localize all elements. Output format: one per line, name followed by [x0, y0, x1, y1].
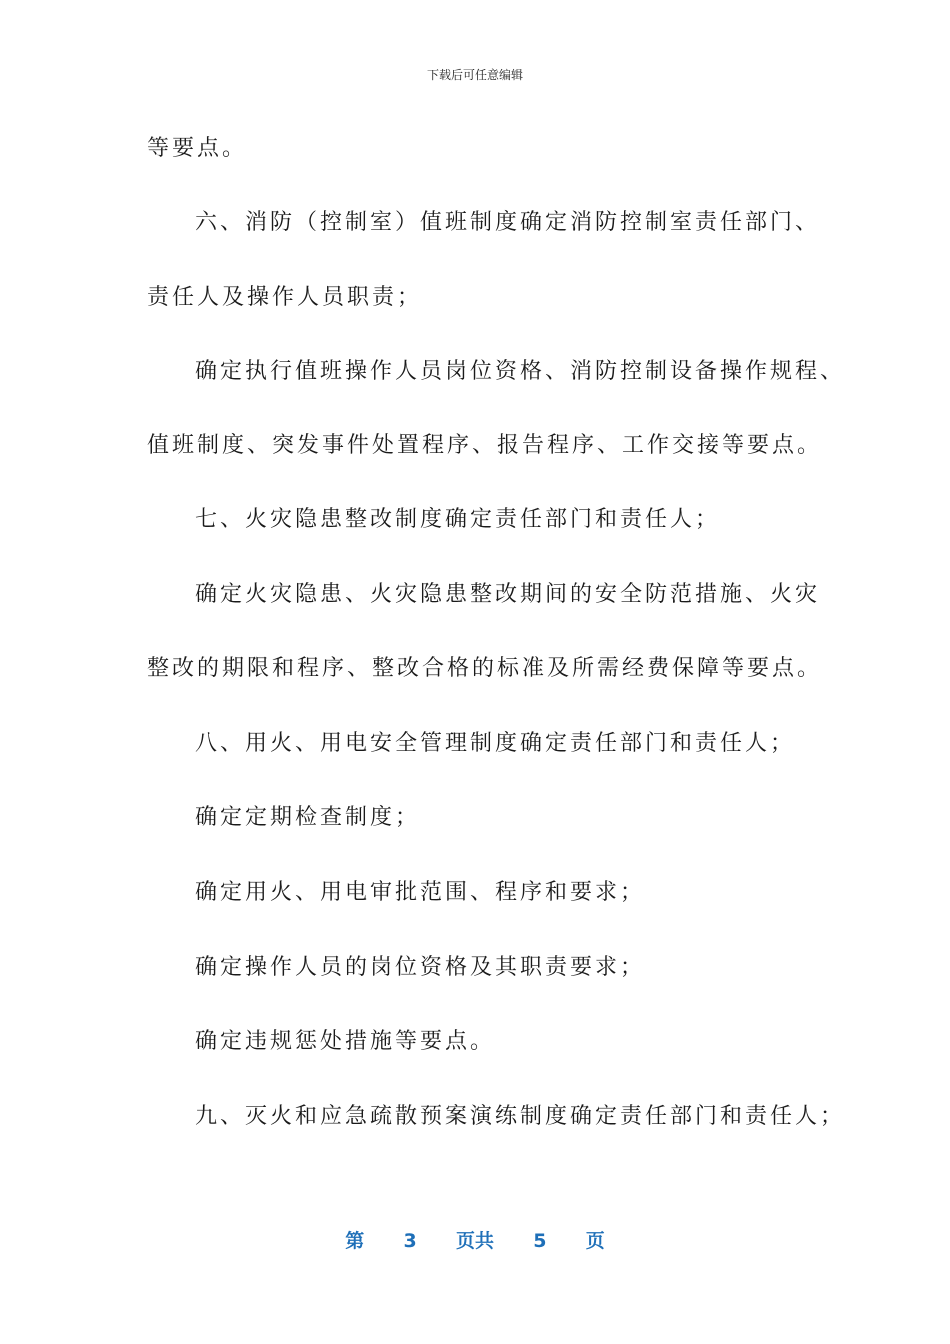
page-footer [0, 1226, 950, 1253]
paragraph-line: 值班制度、突发事件处置程序、报告程序、工作交接等要点。 [147, 433, 823, 458]
page-label: 第 [345, 1230, 365, 1252]
paragraph-line: 责任人及操作人员职责； [147, 285, 423, 310]
paragraph-line: 八、用火、用电安全管理制度确定责任部门和责任人； [195, 731, 796, 756]
paragraph-line: 整改的期限和程序、整改合格的标准及所需经费保障等要点。 [147, 656, 823, 681]
current-page-number: 3 [403, 1230, 417, 1252]
paragraph-line: 确定执行值班操作人员岗位资格、消防控制设备操作规程、 [195, 359, 846, 384]
paragraph-line: 九、灭火和应急疏散预案演练制度确定责任部门和责任人； [195, 1104, 846, 1129]
page-header: 下载后可任意编辑 [426, 68, 523, 82]
paragraph-line: 六、消防（控制室）值班制度确定消防控制室责任部门、 [195, 210, 821, 235]
paragraph-line: 确定定期检查制度； [195, 805, 421, 830]
paragraph-line: 确定违规惩处措施等要点。 [195, 1029, 496, 1054]
paragraph-line: 确定操作人员的岗位资格及其职责要求； [195, 955, 646, 980]
total-pages-number: 5 [533, 1230, 547, 1252]
paragraph-line: 确定火灾隐患、火灾隐患整改期间的安全防范措施、火灾 [195, 582, 821, 607]
paragraph-line: 等要点。 [147, 136, 248, 161]
paragraph-line: 七、火灾隐患整改制度确定责任部门和责任人； [195, 507, 721, 532]
page-end-label: 页 [585, 1230, 605, 1252]
page-of-label: 页共 [455, 1230, 494, 1252]
paragraph-line: 确定用火、用电审批范围、程序和要求； [195, 880, 646, 905]
